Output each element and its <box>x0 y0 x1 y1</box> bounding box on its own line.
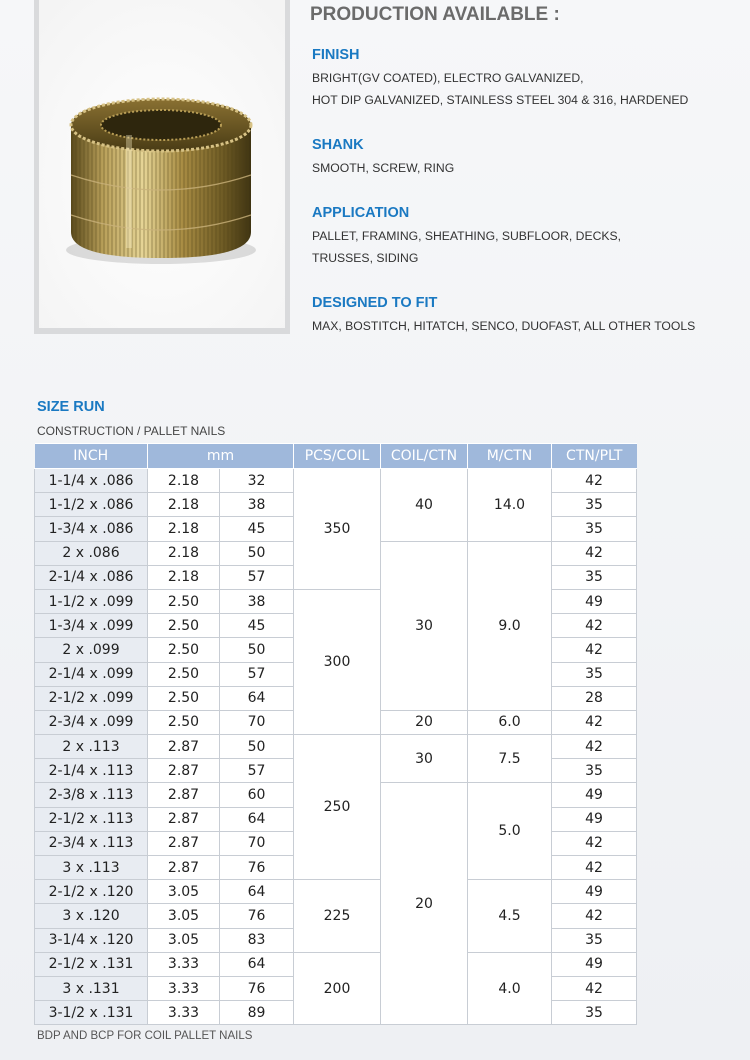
cell-inch: 2-1/2 x .113 <box>35 807 148 831</box>
cell-pcs-coil: 250 <box>294 735 381 880</box>
table-row <box>35 952 637 976</box>
cell-ctn-plt: 42 <box>552 638 637 662</box>
cell-inch: 2-3/8 x .113 <box>35 783 148 807</box>
finish-heading: FINISH <box>312 47 360 63</box>
cell-mm-diameter: 2.50 <box>148 614 220 638</box>
application-line-1: PALLET, FRAMING, SHEATHING, SUBFLOOR, DECKS, <box>312 229 622 243</box>
cell-inch: 2 x .086 <box>35 541 148 565</box>
cell-mm-diameter: 2.50 <box>148 638 220 662</box>
cell-mm-length: 83 <box>220 928 294 952</box>
table-row <box>35 880 637 904</box>
header-ctn-plt: CTN/PLT <box>552 444 637 469</box>
cell-ctn-plt: 35 <box>552 565 637 589</box>
cell-mm-length: 50 <box>220 735 294 759</box>
cell-inch: 3 x .120 <box>35 904 148 928</box>
cell-mm-length: 57 <box>220 759 294 783</box>
cell-mm-diameter: 3.33 <box>148 1001 220 1025</box>
cell-ctn-plt: 35 <box>552 928 637 952</box>
designed-text <box>312 315 695 337</box>
cell-m-ctn: 5.0 <box>468 783 552 880</box>
cell-inch: 2-1/2 x .099 <box>35 686 148 710</box>
header-mm: mm <box>148 444 294 469</box>
cell-inch: 1-3/4 x .099 <box>35 614 148 638</box>
coil-nail-image <box>39 0 285 328</box>
application-block <box>312 204 621 269</box>
cell-mm-diameter: 2.18 <box>148 493 220 517</box>
cell-mm-diameter: 3.05 <box>148 928 220 952</box>
coil-nail-photo <box>39 0 285 328</box>
application-text <box>312 225 621 269</box>
table-row <box>35 735 637 759</box>
cell-mm-length: 76 <box>220 904 294 928</box>
cell-ctn-plt: 35 <box>552 517 637 541</box>
cell-pcs-coil: 225 <box>294 880 381 953</box>
cell-inch: 1-3/4 x .086 <box>35 517 148 541</box>
cell-inch: 1-1/2 x .086 <box>35 493 148 517</box>
product-photo-frame <box>34 0 290 334</box>
cell-coil-ctn: 20 <box>381 710 468 734</box>
cell-inch: 2-3/4 x .113 <box>35 831 148 855</box>
cell-ctn-plt: 49 <box>552 807 637 831</box>
cell-ctn-plt: 49 <box>552 880 637 904</box>
table-header-row <box>35 444 637 469</box>
cell-mm-length: 76 <box>220 976 294 1000</box>
cell-inch: 2-1/2 x .131 <box>35 952 148 976</box>
cell-ctn-plt: 42 <box>552 735 637 759</box>
cell-m-ctn: 7.5 <box>468 735 552 783</box>
cell-ctn-plt: 42 <box>552 541 637 565</box>
designed-line-1: MAX, BOSTITCH, HITATCH, SENCO, DUOFAST, ALL OTHER TOOLS <box>312 319 696 333</box>
cell-ctn-plt: 42 <box>552 856 637 880</box>
cell-coil-ctn: 30 <box>381 735 468 783</box>
cell-coil-ctn: 20 <box>381 783 468 1025</box>
cell-mm-diameter: 2.50 <box>148 710 220 734</box>
cell-inch: 2-1/4 x .099 <box>35 662 148 686</box>
cell-mm-diameter: 2.18 <box>148 469 220 493</box>
cell-m-ctn: 14.0 <box>468 469 552 542</box>
production-section <box>310 0 740 333</box>
cell-ctn-plt: 49 <box>552 783 637 807</box>
header-pcs-coil: PCS/COIL <box>294 444 381 469</box>
cell-mm-length: 57 <box>220 565 294 589</box>
cell-inch: 3 x .113 <box>35 856 148 880</box>
header-coil-ctn: COIL/CTN <box>381 444 468 469</box>
table-row <box>35 469 637 493</box>
cell-mm-length: 64 <box>220 807 294 831</box>
cell-pcs-coil: 350 <box>294 469 381 590</box>
table-body <box>35 469 637 1025</box>
finish-text <box>312 67 688 111</box>
cell-coil-ctn: 30 <box>381 541 468 710</box>
cell-mm-diameter: 2.18 <box>148 517 220 541</box>
cell-m-ctn: 4.5 <box>468 880 552 953</box>
cell-ctn-plt: 42 <box>552 976 637 1000</box>
cell-pcs-coil: 200 <box>294 952 381 1025</box>
cell-ctn-plt: 42 <box>552 469 637 493</box>
designed-heading: DESIGNED TO FIT <box>312 295 438 311</box>
cell-inch: 2 x .113 <box>35 735 148 759</box>
cell-ctn-plt: 42 <box>552 904 637 928</box>
cell-ctn-plt: 42 <box>552 831 637 855</box>
finish-line-1: BRIGHT(GV COATED), ELECTRO GALVANIZED, <box>312 71 584 85</box>
cell-mm-length: 38 <box>220 493 294 517</box>
cell-mm-diameter: 2.87 <box>148 807 220 831</box>
cell-ctn-plt: 35 <box>552 493 637 517</box>
size-run-subtitle: CONSTRUCTION / PALLET NAILS <box>37 424 226 438</box>
cell-ctn-plt: 35 <box>552 759 637 783</box>
finish-block <box>312 46 688 111</box>
cell-mm-length: 64 <box>220 952 294 976</box>
cell-mm-length: 64 <box>220 686 294 710</box>
cell-mm-diameter: 2.87 <box>148 759 220 783</box>
cell-mm-length: 50 <box>220 638 294 662</box>
cell-mm-diameter: 2.87 <box>148 783 220 807</box>
production-title: PRODUCTION AVAILABLE : <box>310 4 560 25</box>
cell-mm-length: 60 <box>220 783 294 807</box>
designed-block <box>312 294 695 337</box>
cell-ctn-plt: 28 <box>552 686 637 710</box>
header-m-ctn: M/CTN <box>468 444 552 469</box>
shank-block <box>312 136 454 179</box>
cell-m-ctn: 6.0 <box>468 710 552 734</box>
cell-m-ctn: 9.0 <box>468 541 552 710</box>
cell-inch: 3 x .131 <box>35 976 148 1000</box>
cell-mm-length: 45 <box>220 614 294 638</box>
cell-mm-length: 50 <box>220 541 294 565</box>
cell-mm-diameter: 3.05 <box>148 904 220 928</box>
cell-mm-diameter: 2.87 <box>148 856 220 880</box>
size-run-title: SIZE RUN <box>37 399 105 415</box>
cell-mm-length: 45 <box>220 517 294 541</box>
cell-ctn-plt: 49 <box>552 952 637 976</box>
cell-mm-length: 57 <box>220 662 294 686</box>
size-run-table <box>34 443 637 1025</box>
shank-line-1: SMOOTH, SCREW, RING <box>312 161 455 175</box>
cell-mm-diameter: 2.18 <box>148 541 220 565</box>
cell-ctn-plt: 49 <box>552 589 637 613</box>
cell-mm-length: 64 <box>220 880 294 904</box>
cell-pcs-coil: 300 <box>294 589 381 734</box>
cell-mm-diameter: 2.87 <box>148 831 220 855</box>
application-heading: APPLICATION <box>312 205 410 221</box>
cell-mm-length: 70 <box>220 710 294 734</box>
finish-line-2: HOT DIP GALVANIZED, STAINLESS STEEL 304 & 316, HARDENED <box>312 93 689 107</box>
cell-inch: 2-1/2 x .120 <box>35 880 148 904</box>
shank-text <box>312 157 454 179</box>
cell-inch: 3-1/4 x .120 <box>35 928 148 952</box>
shank-heading: SHANK <box>312 137 364 153</box>
cell-ctn-plt: 35 <box>552 1001 637 1025</box>
cell-mm-length: 32 <box>220 469 294 493</box>
cell-mm-diameter: 3.33 <box>148 952 220 976</box>
cell-mm-diameter: 2.18 <box>148 565 220 589</box>
cell-inch: 3-1/2 x .131 <box>35 1001 148 1025</box>
footnote: BDP AND BCP FOR COIL PALLET NAILS <box>37 1030 253 1042</box>
cell-mm-diameter: 2.50 <box>148 662 220 686</box>
cell-inch: 2-3/4 x .099 <box>35 710 148 734</box>
cell-mm-length: 70 <box>220 831 294 855</box>
cell-inch: 2 x .099 <box>35 638 148 662</box>
application-line-2: TRUSSES, SIDING <box>312 251 419 265</box>
cell-ctn-plt: 42 <box>552 710 637 734</box>
cell-ctn-plt: 35 <box>552 662 637 686</box>
cell-mm-diameter: 2.50 <box>148 589 220 613</box>
cell-inch: 2-1/4 x .086 <box>35 565 148 589</box>
cell-inch: 2-1/4 x .113 <box>35 759 148 783</box>
cell-mm-diameter: 2.50 <box>148 686 220 710</box>
cell-mm-diameter: 3.05 <box>148 880 220 904</box>
header-inch: INCH <box>35 444 148 469</box>
cell-m-ctn: 4.0 <box>468 952 552 1025</box>
cell-mm-diameter: 3.33 <box>148 976 220 1000</box>
cell-mm-length: 89 <box>220 1001 294 1025</box>
cell-coil-ctn: 40 <box>381 469 468 542</box>
cell-ctn-plt: 42 <box>552 614 637 638</box>
cell-mm-length: 76 <box>220 856 294 880</box>
cell-mm-length: 38 <box>220 589 294 613</box>
cell-inch: 1-1/2 x .099 <box>35 589 148 613</box>
cell-mm-diameter: 2.87 <box>148 735 220 759</box>
cell-inch: 1-1/4 x .086 <box>35 469 148 493</box>
